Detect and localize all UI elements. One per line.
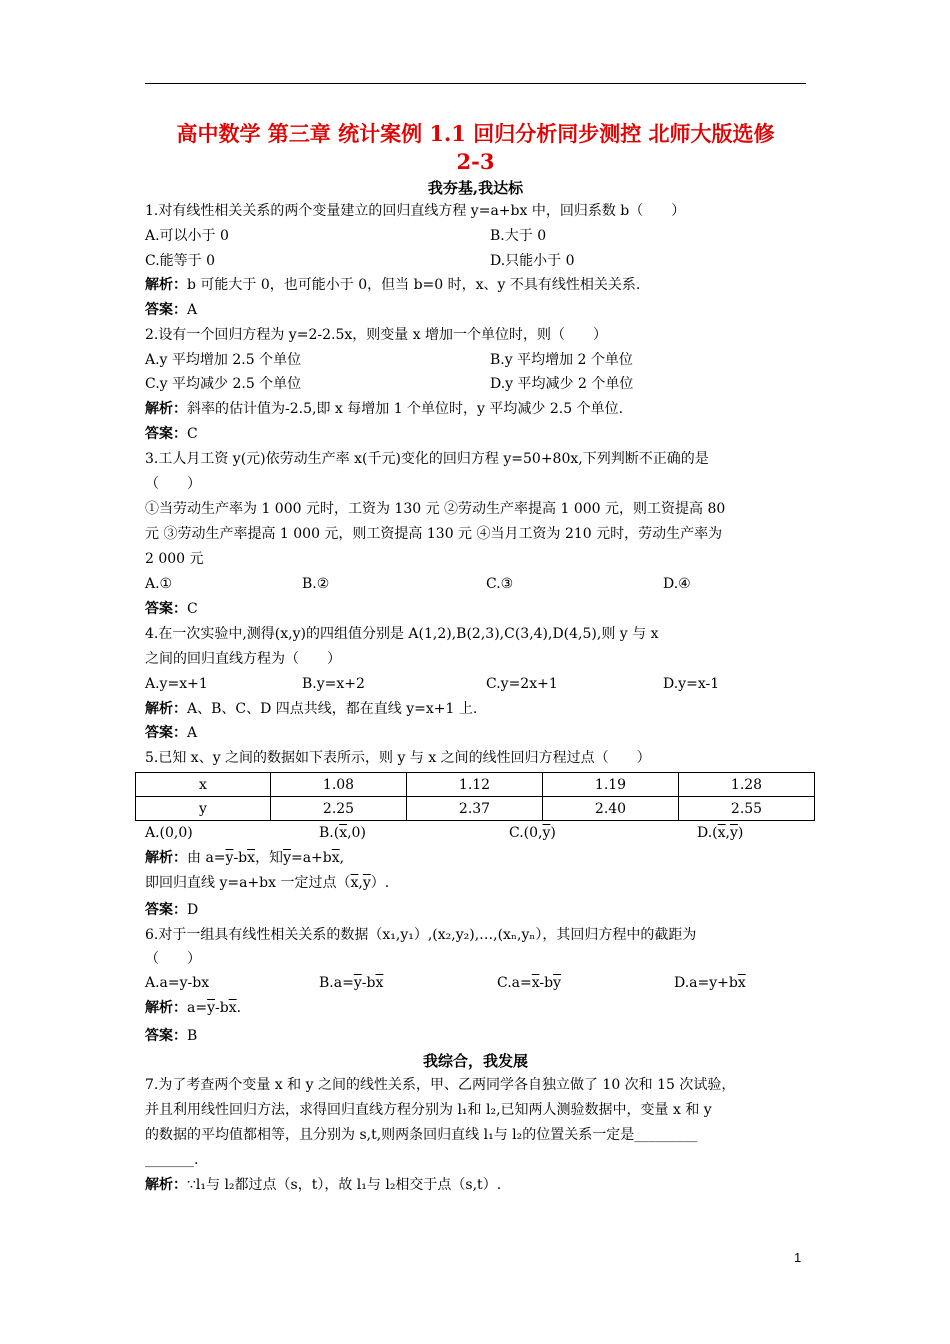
q5-option-d bbox=[697, 823, 743, 843]
q1-analysis-text: b 可能大于 0，也可能小于 0，但当 b=0 时，x、y 不具有线性相关关系. bbox=[187, 277, 641, 293]
analysis-label: 解析： bbox=[145, 401, 187, 417]
q3-stem-line-1: 3.工人月工资 y(元)依劳动生产率 x(千元)变化的回归方程 y=50+80x,下列判断不正确的是 bbox=[145, 451, 709, 467]
q6-analysis-text: . bbox=[236, 1000, 242, 1016]
q3-option-b: B.② bbox=[302, 576, 330, 592]
q7-stem-line-4: _______. bbox=[145, 1152, 199, 1168]
q7-stem-line-1: 7.为了考查两个变量 x 和 y 之间的线性关系，甲、乙两同学各自独立做了 10 次和 15 次试验， bbox=[145, 1077, 736, 1093]
answer-label: 答案： bbox=[145, 725, 187, 741]
q5-option-b bbox=[319, 823, 366, 843]
q1-stem: 1.对有线性相关关系的两个变量建立的回归直线方程 y=a+bx 中，回归系数 b（ ） bbox=[145, 203, 686, 219]
q3-answer bbox=[145, 599, 198, 619]
table-cell: 1.12 bbox=[407, 773, 543, 797]
q6-analysis-text: a= bbox=[187, 1000, 208, 1016]
table-row bbox=[136, 797, 815, 821]
q6-d-prefix: D.a=y+b bbox=[674, 975, 738, 991]
q1-option-c: C.能等于 0 bbox=[145, 253, 216, 269]
q4-option-b: B.y=x+2 bbox=[302, 676, 365, 692]
answer-label: 答案： bbox=[145, 426, 187, 442]
q5-answer bbox=[145, 900, 198, 920]
x-bar-symbol: $\overline{x}$ bbox=[228, 1000, 237, 1016]
q6-b-prefix: B.a= bbox=[319, 975, 354, 991]
analysis-label: 解析： bbox=[145, 701, 187, 717]
q5-answer-text: D bbox=[187, 902, 199, 918]
q2-option-b: B.y 平均增加 2 个单位 bbox=[490, 352, 633, 368]
q4-answer bbox=[145, 723, 197, 743]
q5-option-a: A.(0,0) bbox=[145, 825, 193, 841]
x-bar-symbol: $\overline{x}$ bbox=[717, 825, 726, 841]
q2-option-d: D.y 平均减少 2 个单位 bbox=[490, 376, 634, 392]
answer-label: 答案： bbox=[145, 302, 187, 318]
q5-analysis-text: =a+b bbox=[290, 850, 332, 866]
q1-option-a: A.可以小于 0 bbox=[145, 228, 229, 244]
table-cell: 2.37 bbox=[407, 797, 543, 821]
q2-option-c: C.y 平均减少 2.5 个单位 bbox=[145, 376, 302, 392]
analysis-label: 解析： bbox=[145, 277, 187, 293]
q3-option-c: C.③ bbox=[486, 576, 514, 592]
q6-analysis bbox=[145, 998, 241, 1018]
table-cell: 1.28 bbox=[679, 773, 815, 797]
q6-answer-text: B bbox=[187, 1028, 198, 1044]
q1-option-d: D.只能小于 0 bbox=[490, 253, 575, 269]
q2-analysis bbox=[145, 399, 623, 419]
q4-option-a: A.y=x+1 bbox=[145, 676, 208, 692]
y-bar-symbol: $\overline{y}$ bbox=[542, 825, 551, 841]
q6-c-mid: -b bbox=[539, 975, 554, 991]
table-cell: 2.55 bbox=[679, 797, 815, 821]
q5-analysis-text: -b bbox=[233, 850, 248, 866]
answer-label: 答案： bbox=[145, 601, 187, 617]
q6-b-mid: -b bbox=[361, 975, 376, 991]
x-bar-symbol: $\overline{x}$ bbox=[350, 875, 359, 891]
page-number: 1 bbox=[794, 1250, 802, 1265]
q5-c-suffix: ) bbox=[550, 825, 556, 841]
q4-option-c: C.y=2x+1 bbox=[486, 676, 558, 692]
q4-answer-text: A bbox=[187, 725, 198, 741]
q1-analysis bbox=[145, 275, 640, 295]
q6-option-d bbox=[674, 973, 746, 993]
analysis-label: 解析： bbox=[145, 850, 187, 866]
q4-analysis bbox=[145, 699, 477, 719]
q6-answer bbox=[145, 1026, 197, 1046]
q5-analysis-text: ）. bbox=[370, 875, 390, 891]
q3-statements-line-1: ①当劳动生产率为 1 000 元时，工资为 130 元 ②劳动生产率提高 1 000 元，则工资提高 80 bbox=[145, 501, 726, 517]
q5-analysis-text: 由 a= bbox=[187, 850, 226, 866]
header-rule bbox=[145, 83, 806, 84]
table-cell: y bbox=[136, 797, 271, 821]
q4-option-d: D.y=x-1 bbox=[663, 676, 720, 692]
q6-option-c bbox=[497, 973, 561, 993]
table-cell: 2.25 bbox=[271, 797, 407, 821]
q4-analysis-text: A、B、C、D 四点共线，都在直线 y=x+1 上. bbox=[187, 701, 478, 717]
answer-label: 答案： bbox=[145, 902, 187, 918]
q6-option-a: A.a=y-bx bbox=[145, 975, 210, 991]
q6-stem-line-1: 6.对于一组具有线性相关关系的数据（x₁,y₁）,(x₂,y₂),…,(xₙ,yₙ），其回归方程中的截距为 bbox=[145, 927, 697, 943]
answer-label: 答案： bbox=[145, 1028, 187, 1044]
q7-analysis-text: ∵l₁与 l₂都过点（s，t），故 l₁与 l₂相交于点（s,t）. bbox=[187, 1177, 502, 1193]
q1-answer-text: A bbox=[187, 302, 198, 318]
x-bar-symbol: $\overline{x}$ bbox=[339, 825, 348, 841]
q5-analysis-line-1 bbox=[145, 848, 344, 868]
q3-option-d: D.④ bbox=[663, 576, 691, 592]
y-bar-symbol: $\overline{y}$ bbox=[225, 850, 234, 866]
q3-answer-text: C bbox=[187, 601, 198, 617]
y-bar-symbol: $\overline{y}$ bbox=[362, 875, 371, 891]
q6-stem-line-2: （ ） bbox=[145, 951, 201, 967]
q5-analysis-line-2 bbox=[145, 873, 389, 893]
table-cell: x bbox=[136, 773, 271, 797]
q3-statements-line-2: 元 ③劳动生产率提高 1 000 元，则工资提高 130 元 ④当月工资为 210 元时，劳动生产率为 bbox=[145, 526, 723, 542]
title-line-2: 2-3 bbox=[456, 149, 495, 174]
q7-analysis bbox=[145, 1175, 501, 1195]
q5-analysis-text: ，知 bbox=[255, 850, 284, 866]
q1-option-b: B.大于 0 bbox=[490, 228, 547, 244]
q5-d-prefix: D.( bbox=[697, 825, 718, 841]
q2-option-a: A.y 平均增加 2.5 个单位 bbox=[145, 352, 302, 368]
q2-answer bbox=[145, 424, 198, 444]
q5-stem: 5.已知 x、y 之间的数据如下表所示，则 y 与 x 之间的线性回归方程过点（ ） bbox=[145, 750, 651, 766]
y-bar-symbol: $\overline{y}$ bbox=[553, 975, 562, 991]
q2-answer-text: C bbox=[187, 426, 198, 442]
x-bar-symbol: $\overline{x}$ bbox=[531, 975, 540, 991]
q2-analysis-text: 斜率的估计值为-2.5,即 x 每增加 1 个单位时，y 平均减少 2.5 个单位. bbox=[187, 401, 624, 417]
q6-c-prefix: C.a= bbox=[497, 975, 532, 991]
q5-analysis-text: , bbox=[339, 850, 345, 866]
x-bar-symbol: $\overline{x}$ bbox=[375, 975, 384, 991]
q4-stem-line-2: 之间的回归直线方程为（ ） bbox=[145, 651, 341, 667]
y-bar-symbol: $\overline{y}$ bbox=[283, 850, 291, 866]
table-row bbox=[136, 773, 815, 797]
q7-stem-line-3: 的数据的平均值都相等，且分别为 s,t,则两条回归直线 l₁与 l₂的位置关系一定是_________ bbox=[145, 1127, 698, 1143]
section-heading-2: 我综合，我发展 bbox=[422, 1052, 528, 1070]
q1-answer bbox=[145, 300, 197, 320]
q5-c-prefix: C.(0, bbox=[509, 825, 543, 841]
q7-stem-line-2: 并且利用线性回归方法，求得回归直线方程分别为 l₁和 l₂,已知两人测验数据中，变量 x 和 y bbox=[145, 1102, 712, 1118]
y-bar-symbol: $\overline{y}$ bbox=[730, 825, 738, 841]
q5-option-c bbox=[509, 823, 556, 843]
document-title bbox=[140, 120, 811, 176]
q4-stem-line-1: 4.在一次实验中,测得(x,y)的四组值分别是 A(1,2),B(2,3),C(3,4),D(4,5),则 y 与 x bbox=[145, 626, 659, 642]
analysis-label: 解析： bbox=[145, 1000, 187, 1016]
data-table bbox=[135, 772, 815, 821]
q3-statements-line-3: 2 000 元 bbox=[145, 551, 204, 567]
q5-analysis-text: , bbox=[358, 875, 363, 891]
q5-d-separator: , bbox=[725, 825, 730, 841]
q3-stem-line-2: （ ） bbox=[145, 476, 201, 492]
x-bar-symbol: $\overline{x}$ bbox=[737, 975, 746, 991]
analysis-label: 解析： bbox=[145, 1177, 187, 1193]
x-bar-symbol: $\overline{x}$ bbox=[331, 850, 340, 866]
q5-b-suffix: ,0) bbox=[347, 825, 366, 841]
y-bar-symbol: $\overline{y}$ bbox=[353, 975, 362, 991]
title-line-1: 高中数学 第三章 统计案例 1.1 回归分析同步测控 北师大版选修 bbox=[176, 121, 775, 146]
q3-option-a: A.① bbox=[145, 576, 173, 592]
y-bar-symbol: $\overline{y}$ bbox=[207, 1000, 215, 1016]
q6-option-b bbox=[319, 973, 383, 993]
table-cell: 2.40 bbox=[543, 797, 679, 821]
table-cell: 1.19 bbox=[543, 773, 679, 797]
q5-d-suffix: ) bbox=[737, 825, 744, 841]
q6-analysis-text: -b bbox=[215, 1000, 229, 1016]
q5-analysis-text: 即回归直线 y=a+bx 一定过点（ bbox=[145, 875, 351, 891]
x-bar-symbol: $\overline{x}$ bbox=[247, 850, 256, 866]
section-heading-1: 我夯基,我达标 bbox=[427, 179, 524, 197]
table-cell: 1.08 bbox=[271, 773, 407, 797]
q2-stem: 2.设有一个回归方程为 y=2-2.5x，则变量 x 增加一个单位时，则（ ） bbox=[145, 327, 608, 343]
q5-b-prefix: B.( bbox=[319, 825, 340, 841]
